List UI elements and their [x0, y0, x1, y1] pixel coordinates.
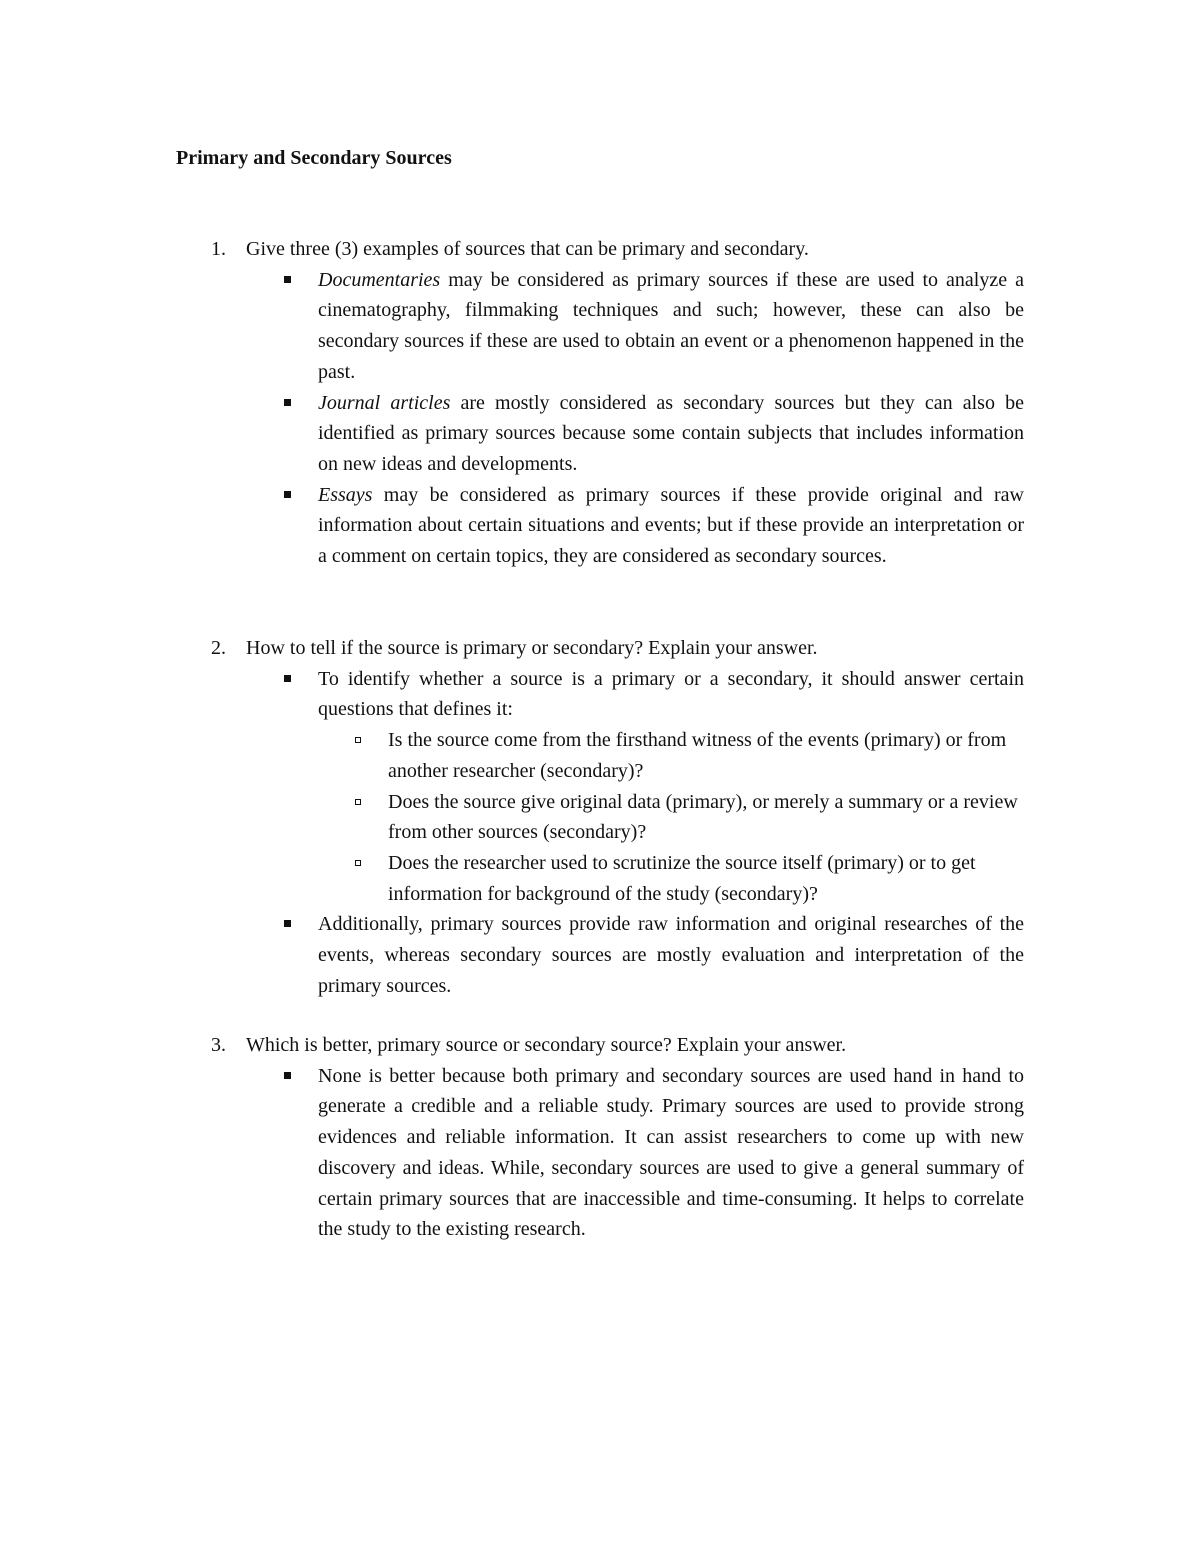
- bullet-text: may be considered as primary sources if these provide original and raw information about certain situations and events; but if these provide an interpretation or a comment on certain topics, they are considered as secondary sources.: [318, 483, 1024, 568]
- question-3-line: [0, 1030, 1200, 1061]
- sub-bullet-item: [0, 787, 1024, 848]
- question-number: 1.: [211, 238, 226, 260]
- bullet-item: [0, 1061, 1024, 1245]
- question-text: Give three (3) examples of sources that can be primary and secondary.: [246, 238, 809, 260]
- bullet-text: To identify whether a source is a primary or a secondary, it should answer certain questions that defines it:: [318, 667, 1024, 721]
- bullet-text: Additionally, primary sources provide raw information and original researches of the events, whereas secondary sources are mostly evaluation and interpretation of the primary sources.: [318, 913, 1024, 997]
- bullet-item: [0, 909, 1024, 1001]
- hollow-square-bullet-icon: [355, 799, 361, 805]
- bullet-emphasis: Documentaries: [318, 268, 441, 291]
- sub-bullet-item: [0, 848, 1024, 909]
- question-1: [0, 234, 1200, 572]
- document-title: Primary and Secondary Sources: [176, 147, 452, 169]
- sub-bullet-text: Is the source come from the firsthand witness of the events (primary) or from another researcher (secondary)?: [388, 729, 1007, 782]
- square-bullet-icon: [284, 675, 291, 682]
- bullet-text: None is better because both primary and secondary sources are used hand in hand to generate a credible and a reliable study. Primary sources are used to provide strong evidences and reliable information. It can assist researchers to come up with new discovery and ideas. While, secondary sources are used to give a general summary of certain primary sources that are inaccessible and time-consuming. It helps to correlate the study to the existing research.: [318, 1064, 1024, 1241]
- question-1-line: [0, 234, 1200, 265]
- square-bullet-icon: [284, 276, 291, 283]
- bullet-text: are mostly considered as secondary sources but they can also be identified as primary sources because some contain subjects that includes information on new ideas and developments.: [318, 391, 1024, 475]
- question-text: Which is better, primary source or secondary source? Explain your answer.: [246, 1034, 847, 1056]
- bullet-emphasis: Essays: [318, 483, 373, 506]
- square-bullet-icon: [284, 399, 291, 406]
- question-3: [0, 1030, 1200, 1245]
- bullet-item: [0, 265, 1024, 388]
- sub-bullet-text: Does the source give original data (primary), or merely a summary or a review from other sources (secondary)?: [388, 790, 1018, 844]
- sub-bullet-item: [0, 725, 1024, 786]
- bullet-item: [0, 480, 1024, 572]
- square-bullet-icon: [284, 1072, 291, 1079]
- hollow-square-bullet-icon: [355, 860, 361, 866]
- bullet-item: [0, 388, 1024, 480]
- bullet-emphasis: Journal articles: [318, 391, 451, 414]
- sub-bullet-text: Does the researcher used to scrutinize the source itself (primary) or to get information for background of the study (secondary)?: [388, 851, 976, 905]
- question-2-line: [0, 633, 1200, 664]
- question-text: How to tell if the source is primary or secondary? Explain your answer.: [246, 637, 818, 659]
- question-2: [0, 633, 1200, 1001]
- bullet-item: [0, 664, 1024, 725]
- question-number: 2.: [211, 637, 226, 659]
- square-bullet-icon: [284, 491, 291, 498]
- question-number: 3.: [211, 1034, 226, 1056]
- square-bullet-icon: [284, 920, 291, 927]
- hollow-square-bullet-icon: [355, 737, 361, 743]
- bullet-text: may be considered as primary sources if these are used to analyze a cinematography, filmmaking techniques and such; however, these can also be secondary sources if these are used to obtain an event or a phenomenon happened in the past.: [318, 268, 1024, 383]
